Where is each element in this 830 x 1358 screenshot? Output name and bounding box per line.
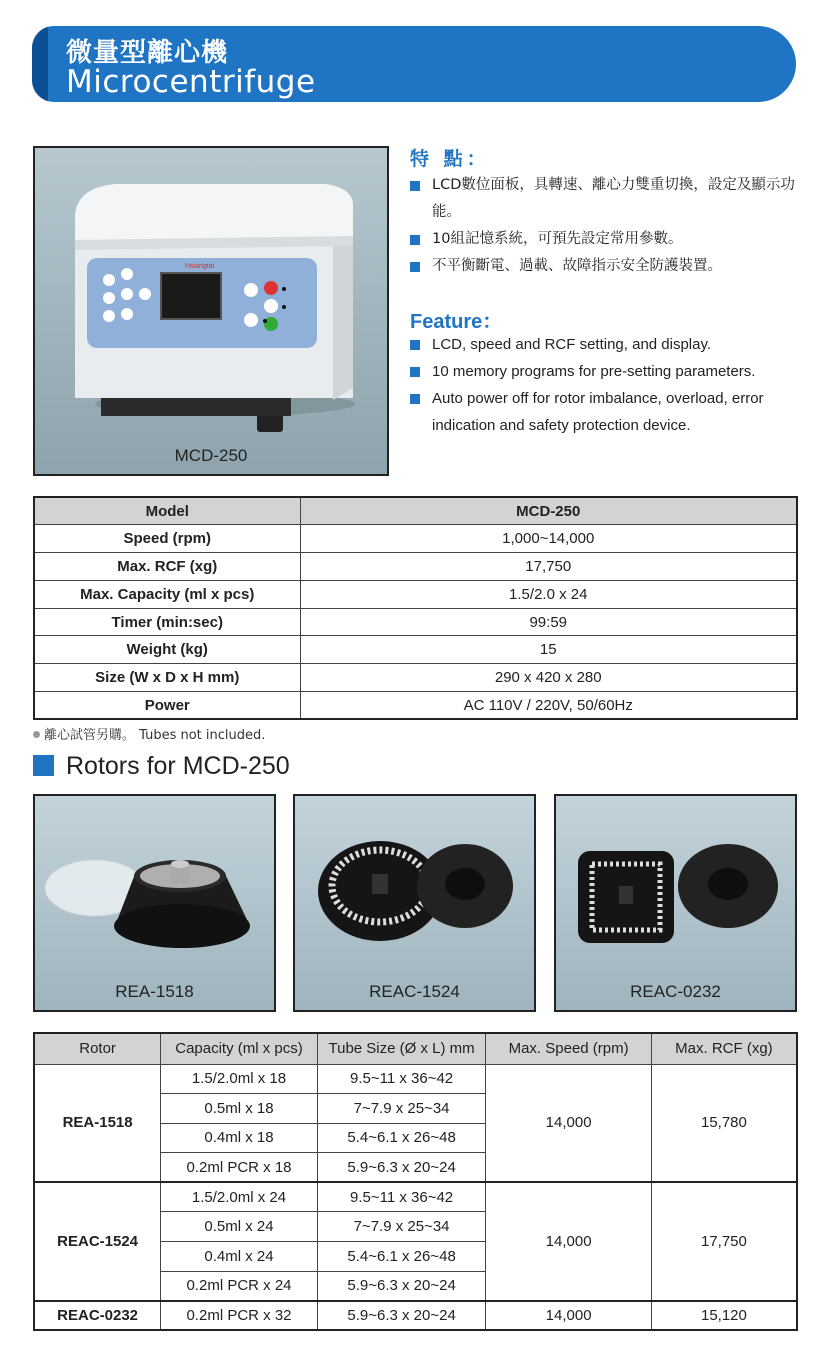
centrifuge-illustration (35, 148, 387, 448)
tube-size-cell: 7~7.9 x 25~34 (317, 1094, 486, 1124)
rotor-illustration (295, 796, 534, 976)
panel-brand: Hsiangtai (185, 263, 215, 270)
spec-row (34, 580, 797, 608)
rotor-illustration (35, 796, 274, 976)
feature-item: 不平衡斷電、過載、故障指示安全防護裝置。 (410, 253, 800, 280)
tube-size-cell: 5.4~6.1 x 26~48 (317, 1123, 486, 1153)
max-speed-cell: 14,000 (486, 1182, 652, 1300)
spec-value: 1.5/2.0 x 24 (300, 580, 797, 608)
spec-row (34, 525, 797, 553)
rotor-photo-rea-1518 (33, 794, 276, 1012)
capacity-cell: 0.2ml PCR x 24 (161, 1271, 318, 1301)
features-title-en: Feature： (410, 311, 503, 333)
col-header-max-rcf: Max. RCF (xg) (651, 1033, 797, 1064)
table-row (34, 1182, 797, 1212)
feature-item: LCD數位面板，具轉速、離心力雙重切換，設定及顯示功能。 (410, 172, 800, 226)
bullet-square-icon (410, 394, 420, 404)
rotor-caption: REAC-0232 (630, 982, 721, 1001)
spec-table (33, 496, 798, 720)
bullet-square-icon (410, 340, 420, 350)
tube-size-cell: 5.9~6.3 x 20~24 (317, 1301, 486, 1331)
spec-label: Max. Capacity (ml x pcs) (34, 580, 300, 608)
product-caption: MCD-250 (174, 446, 248, 465)
tube-size-cell: 5.9~6.3 x 20~24 (317, 1153, 486, 1183)
product-photo (33, 146, 389, 476)
spec-header-row (34, 497, 797, 525)
heading-square-icon (33, 755, 54, 776)
tube-size-cell: 7~7.9 x 25~34 (317, 1212, 486, 1242)
spec-value: AC 110V / 220V, 50/60Hz (300, 692, 797, 720)
capacity-cell: 0.4ml x 24 (161, 1242, 318, 1272)
col-header-rotor: Rotor (34, 1033, 161, 1064)
rotor-table (33, 1032, 798, 1331)
rotor-photo-reac-1524 (293, 794, 536, 1012)
rotor-name: REAC-1524 (34, 1182, 161, 1300)
capacity-cell: 0.5ml x 18 (161, 1094, 318, 1124)
spec-row (34, 608, 797, 636)
spec-row (34, 664, 797, 692)
features-list-en (410, 331, 800, 439)
table-row (34, 1301, 797, 1331)
feature-item: 10 memory programs for pre-setting parameters. (410, 358, 800, 385)
note-dot-icon (33, 731, 40, 738)
max-rcf-cell: 17,750 (651, 1182, 797, 1300)
spec-row (34, 692, 797, 720)
features-title-cn: 特 點： (410, 148, 490, 170)
capacity-cell: 1.5/2.0ml x 24 (161, 1182, 318, 1212)
max-speed-cell: 14,000 (486, 1301, 652, 1331)
bullet-square-icon (410, 235, 420, 245)
rotor-caption: REA-1518 (115, 982, 194, 1001)
col-header-max-speed: Max. Speed (rpm) (486, 1033, 652, 1064)
capacity-cell: 0.2ml PCR x 32 (161, 1301, 318, 1331)
spec-label: Max. RCF (xg) (34, 553, 300, 581)
spec-row (34, 636, 797, 664)
capacity-cell: 0.4ml x 18 (161, 1123, 318, 1153)
rotor-illustration (556, 796, 795, 976)
spec-row (34, 553, 797, 581)
spec-label: Weight (kg) (34, 636, 300, 664)
feature-item: 10組記憶系統，可預先設定常用參數。 (410, 226, 800, 253)
col-header-capacity: Capacity (ml x pcs) (161, 1033, 318, 1064)
feature-item: Auto power off for rotor imbalance, overload, error indication and safety protection device. (410, 385, 800, 439)
spec-value: 99:59 (300, 608, 797, 636)
banner-accent-strip (32, 26, 48, 102)
bullet-square-icon (410, 181, 420, 191)
spec-header-model: Model (34, 497, 300, 525)
tubes-note: 離心試管另購。 Tubes not included. (33, 724, 265, 743)
spec-label: Timer (min:sec) (34, 608, 300, 636)
bullet-square-icon (410, 262, 420, 272)
col-header-tube-size: Tube Size (Ø x L) mm (317, 1033, 486, 1064)
spec-label: Power (34, 692, 300, 720)
rotor-name: REA-1518 (34, 1064, 161, 1182)
tube-size-cell: 9.5~11 x 36~42 (317, 1064, 486, 1094)
capacity-cell: 0.5ml x 24 (161, 1212, 318, 1242)
tube-size-cell: 5.9~6.3 x 20~24 (317, 1271, 486, 1301)
spec-header-value: MCD-250 (300, 497, 797, 525)
rotors-heading: Rotors for MCD-250 (33, 752, 290, 781)
feature-item: LCD, speed and RCF setting, and display. (410, 331, 800, 358)
features-list-cn (410, 172, 800, 280)
max-rcf-cell: 15,780 (651, 1064, 797, 1182)
rotor-name: REAC-0232 (34, 1301, 161, 1331)
max-speed-cell: 14,000 (486, 1064, 652, 1182)
title-english: Microcentrifuge (66, 64, 316, 100)
spec-label: Speed (rpm) (34, 525, 300, 553)
tube-size-cell: 5.4~6.1 x 26~48 (317, 1242, 486, 1272)
spec-value: 15 (300, 636, 797, 664)
capacity-cell: 0.2ml PCR x 18 (161, 1153, 318, 1183)
spec-label: Size (W x D x H mm) (34, 664, 300, 692)
spec-value: 17,750 (300, 553, 797, 581)
title-banner (32, 26, 796, 102)
tube-size-cell: 9.5~11 x 36~42 (317, 1182, 486, 1212)
rotor-table-header (34, 1033, 797, 1064)
rotor-photo-reac-0232 (554, 794, 797, 1012)
capacity-cell: 1.5/2.0ml x 18 (161, 1064, 318, 1094)
table-row (34, 1064, 797, 1094)
max-rcf-cell: 15,120 (651, 1301, 797, 1331)
spec-value: 290 x 420 x 280 (300, 664, 797, 692)
rotor-caption: REAC-1524 (369, 982, 460, 1001)
title-chinese: 微量型離心機 (66, 38, 229, 68)
bullet-square-icon (410, 367, 420, 377)
spec-value: 1,000~14,000 (300, 525, 797, 553)
